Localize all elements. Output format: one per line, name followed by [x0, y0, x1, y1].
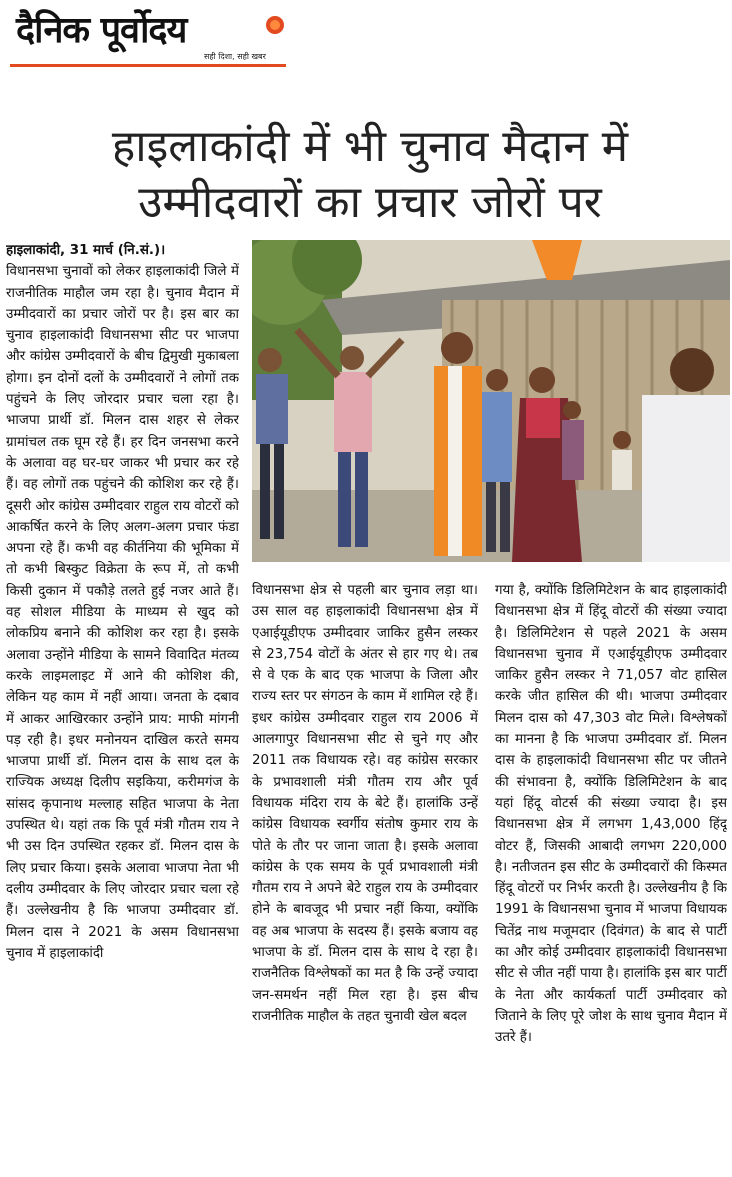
column-1-text: विधानसभा चुनावों को लेकर हाइलाकांदी जिले में राजनीतिक माहौल जम रहा है। चुनाव मैदान में उम्मीदवारों का प्रचार जोरों पर है। इस बार का चुनाव हाइलाकांदी विधानसभा सीट पर भाजपा और कांग्रेस उम्मीदवारों के बीच द्विमुखी मुकाबला होगा। इन दोनों दलों के उम्मीदवारों ने लोगों तक पहुंचने के लिए जोरदार प्रचार चला रहा है। भाजपा प्रार्थी डॉ. मिलन दास शहर से लेकर ग्रामांचल तक घूम रहे हैं। हर दिन जनसभा करने के अलावा वह घर-घर जाकर भी प्रचार कर रहे हैं। वह लोगों तक पहुंचने की कोशिश कर रहे हैं। दूसरी ओर कांग्रेस उम्मीदवार राहुल राय वोटरों को आकर्षित करने के लिए अलग-अलग प्रचार फंडा अपना रहे हैं। कभी वह कीर्तनिया की भूमिका में तो कभी बिस्कुट विक्रेता के रूप में, तो कभी किसी दुकान में पकौड़े तलते हुई नजर आते हैं। वह सोशल मीडिया के माध्यम से खुद को लोकप्रिय बनाने की कोशिश कर रहा है। इसके अलावा उन्होंने मीडिया के सामने विवादित मंतव्य करके लाइमलाइट में आने की कोशिश की, लेकिन यह काम में नहीं आया। जनता के दबाव में आकर आखिरकार उन्होंने प्राय: माफी मांगनी पड़ रही है। इधर मनोनयन दाखिल करते समय भाजपा प्रार्थी डॉ. मिलन दास के साथ दल के राज्यिक अध्यक्ष दिलीप सइकिया, करीमगंज के सांसद कृपानाथ मल्लाह सहित भाजपा के नेता उपस्थित थे। यहां तक कि पूर्व मंत्री गौतम राय ने भी उस दिन उपस्थित रहकर डॉ. मिलन दास के लिए प्रचार किया। इसके अलावा भाजपा नेता भी दलीय उम्मीदवार के लिए जोरदार प्रचार चला रहे हैं। उल्लेखनीय है कि भाजपा उम्मीदवार डॉ. मिलन दास ने 2021 के असम विधानसभा चुनाव में हाइलाकांदी: [6, 264, 239, 961]
masthead: [10, 4, 310, 74]
article-headline: [40, 119, 700, 231]
campaign-photo: [252, 240, 730, 562]
campaign-photo-illustration: [252, 240, 730, 562]
column-2-text: विधानसभा क्षेत्र से पहली बार चुनाव लड़ा था। उस साल वह हाइलाकांदी विधानसभा क्षेत्र में एआईयूडीएफ उम्मीदवार जाकिर हुसैन लस्कर से 23,754 वोटों के अंतर से हार गए थे। तब से वे एक के बाद एक भाजपा के जिला और राज्य स्तर पर संगठन के काम में शामिल रहे हैं। इधर कांग्रेस उम्मीदवार राहुल राय 2006 में आलगापुर विधानसभा सीट से चुने गए और 2011 तक विधायक रहे। वह कांग्रेस सरकार के प्रभावशाली मंत्री गौतम राय और पूर्व विधायक मंदिरा राय के बेटे हैं। हालांकि उन्हें कांग्रेस विधायक स्वर्गीय संतोष कुमार राय के पोते के तौर पर जाना जाता है। इसके अलावा कांग्रेस के एक समय के पूर्व प्रभावशाली मंत्री गौतम राय ने अपने बेटे राहुल राय के उम्मीदवार होने के बावजूद भी प्रचार नहीं किया, क्योंकि वह अब भाजपा के सदस्य हैं। इसके बजाय वह भाजपा के डॉ. मिलन दास के साथ दे रहा है। राजनैतिक विश्लेषकों का मत है कि उन्हें ज्यादा जन-समर्थन नहीं मिल रहा है। इस बीच राजनीतिक माहौल के तहत चुनावी खेल बदल: [252, 583, 478, 1024]
masthead-rule: [10, 64, 286, 67]
sun-logo-icon: [264, 14, 286, 36]
article-column-2: [252, 580, 478, 1175]
headline-line-1: हाइलाकांदी में भी चुनाव मैदान में: [111, 121, 629, 173]
newspaper-tagline: सही दिशा, सही खबर: [204, 52, 266, 61]
article-column-3: [495, 580, 727, 1175]
headline-line-2: उम्मीदवारों का प्रचार जोरों पर: [138, 177, 602, 229]
article-column-1: [6, 240, 239, 1175]
column-3-text: गया है, क्योंकि डिलिमिटेशन के बाद हाइलाकांदी विधानसभा क्षेत्र में हिंदू वोटरों की संख्या ज्यादा है। डिलिमिटेशन से पहले 2021 के असम विधानसभा चुनाव में एआईयूडीएफ उम्मीदवार जाकिर हुसैन लस्कर ने 71,057 वोट हासिल करके जीत हासिल की थी। भाजपा उम्मीदवार मिलन दास को 47,303 वोट मिले। विश्लेषकों का मानना है कि भाजपा उम्मीदवार डॉ. मिलन दास के हाइलाकांदी विधानसभा सीट पर जीतने की संभावना है, क्योंकि डिलिमिटेशन के बाद यहां हिंदू वोटर्स की संख्या ज्यादा है। इस विधानसभा क्षेत्र में लगभग 1,43,000 हिंदू वोटर हैं, जिसकी आबादी लगभग 220,000 है। नतीजतन इस सीट के उम्मीदवारों की किस्मत हिंदू वोटरों पर निर्भर करती है। उल्लेखनीय है कि 1991 के विधानसभा चुनाव में भाजपा विधायक चितेंद्र नाथ मजूमदार (दिवंगत) के बाद से पार्टी का और कोई उम्मीदवार हाइलाकांदी विधानसभा सीट से जीत नहीं पाया है। हालांकि इस बार पार्टी के नेता और कार्यकर्ता पार्टी उम्मीदवार को जिताने के लिए पूरे जोश के साथ चुनाव मैदान में उतरे हैं।: [495, 583, 727, 1046]
dateline: हाइलाकांदी, 31 मार्च (नि.सं.)।: [6, 243, 166, 258]
newspaper-logo-title: दैनिक पूर्वोदय: [16, 10, 187, 51]
